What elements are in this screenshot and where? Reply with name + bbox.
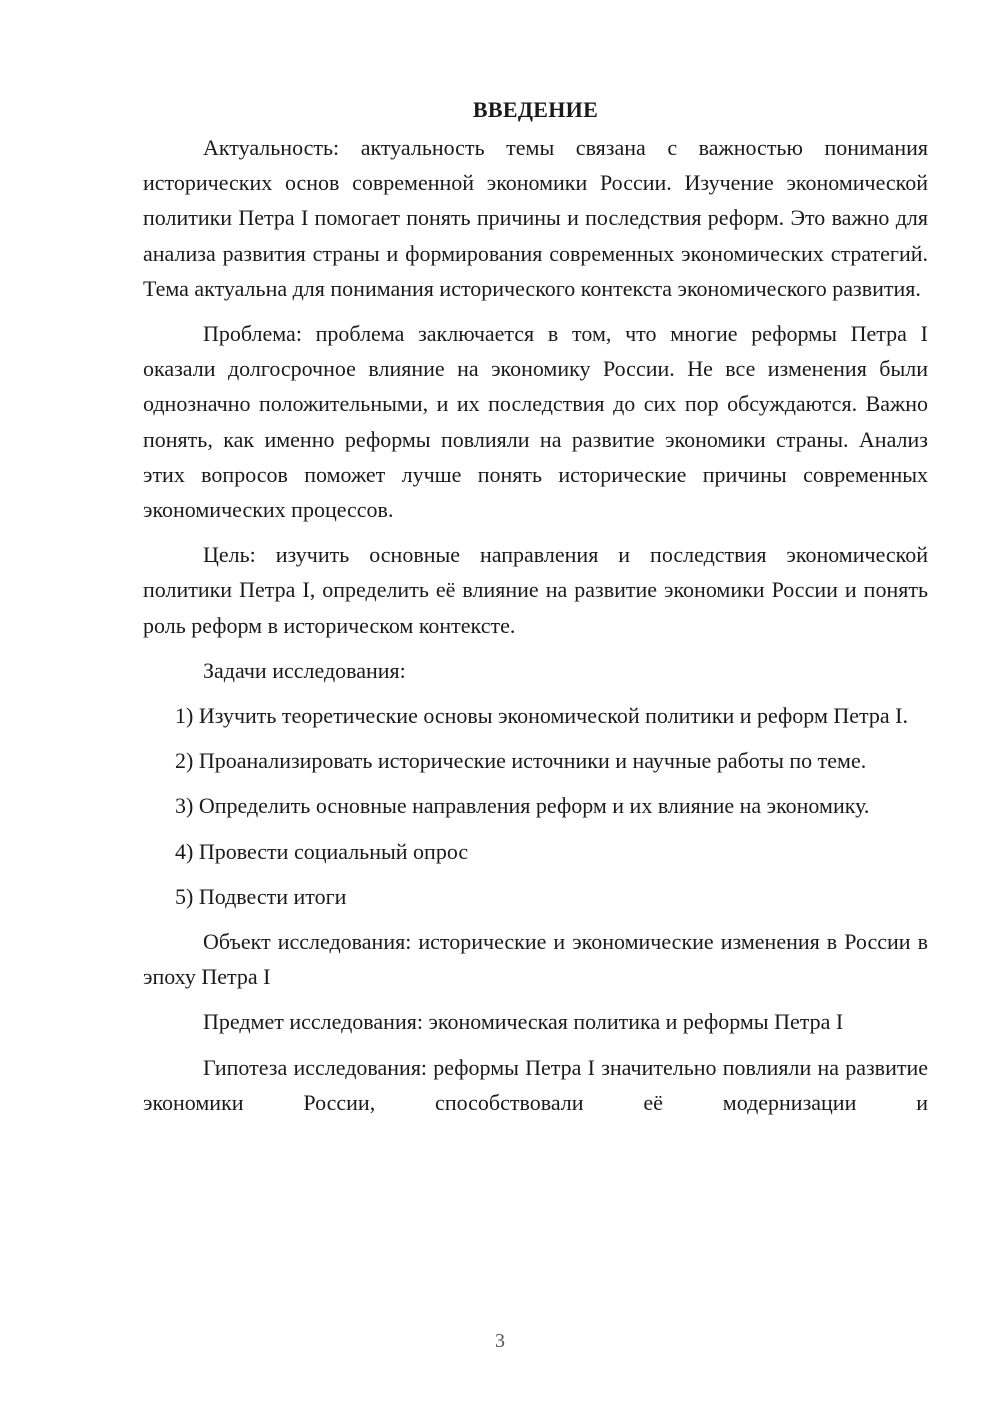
document-page [143, 92, 928, 1130]
paragraph-problem: Проблема: проблема заключается в том, что многие реформы Петра I оказали долгосрочное влияние на экономику России. Не все изменения были однозначно положительными, и их последствия до сих пор обсуждаются. Важно понять, как именно реформы повлияли на развитие экономики страны. Анализ этих вопросов поможет лучше понять исторические причины современных экономических процессов. [143, 321, 928, 523]
task-item-3: 3) Определить основные направления реформ и их влияние на экономику. [175, 793, 870, 819]
section-heading: ВВЕДЕНИЕ [472, 97, 599, 122]
paragraph-goal: Цель: изучить основные направления и последствия экономической политики Петра I, определить её влияние на развитие экономики России и понять роль реформ в историческом контексте. [143, 542, 928, 638]
tasks-heading: Задачи исследования: [203, 657, 406, 683]
task-item-1: 1) Изучить теоретические основы экономической политики и реформ Петра I. [175, 703, 908, 729]
paragraph-hypothesis: Гипотеза исследования: реформы Петра I значительно повлияли на развитие экономики России, способствовали её модернизации и [143, 1054, 928, 1115]
task-item-5: 5) Подвести итоги [175, 883, 347, 909]
task-item-4: 4) Провести социальный опрос [175, 838, 469, 864]
paragraph-subject: Предмет исследования: экономическая политика и реформы Петра I [203, 1009, 844, 1035]
task-item-2: 2) Проанализировать исторические источники и научные работы по теме. [175, 748, 867, 774]
paragraph-relevance: Актуальность: актуальность темы связана с важностью понимания исторических основ современной экономики России. Изучение экономической политики Петра I помогает понять причины и последствия реформ. Это важно для анализа развития страны и формирования современных экономических стратегий. Тема актуальна для понимания исторического контекста экономического развития. [143, 135, 928, 301]
page-number: 3 [495, 1330, 505, 1352]
paragraph-object: Объект исследования: исторические и экономические изменения в России в эпоху Петра I [143, 929, 928, 990]
